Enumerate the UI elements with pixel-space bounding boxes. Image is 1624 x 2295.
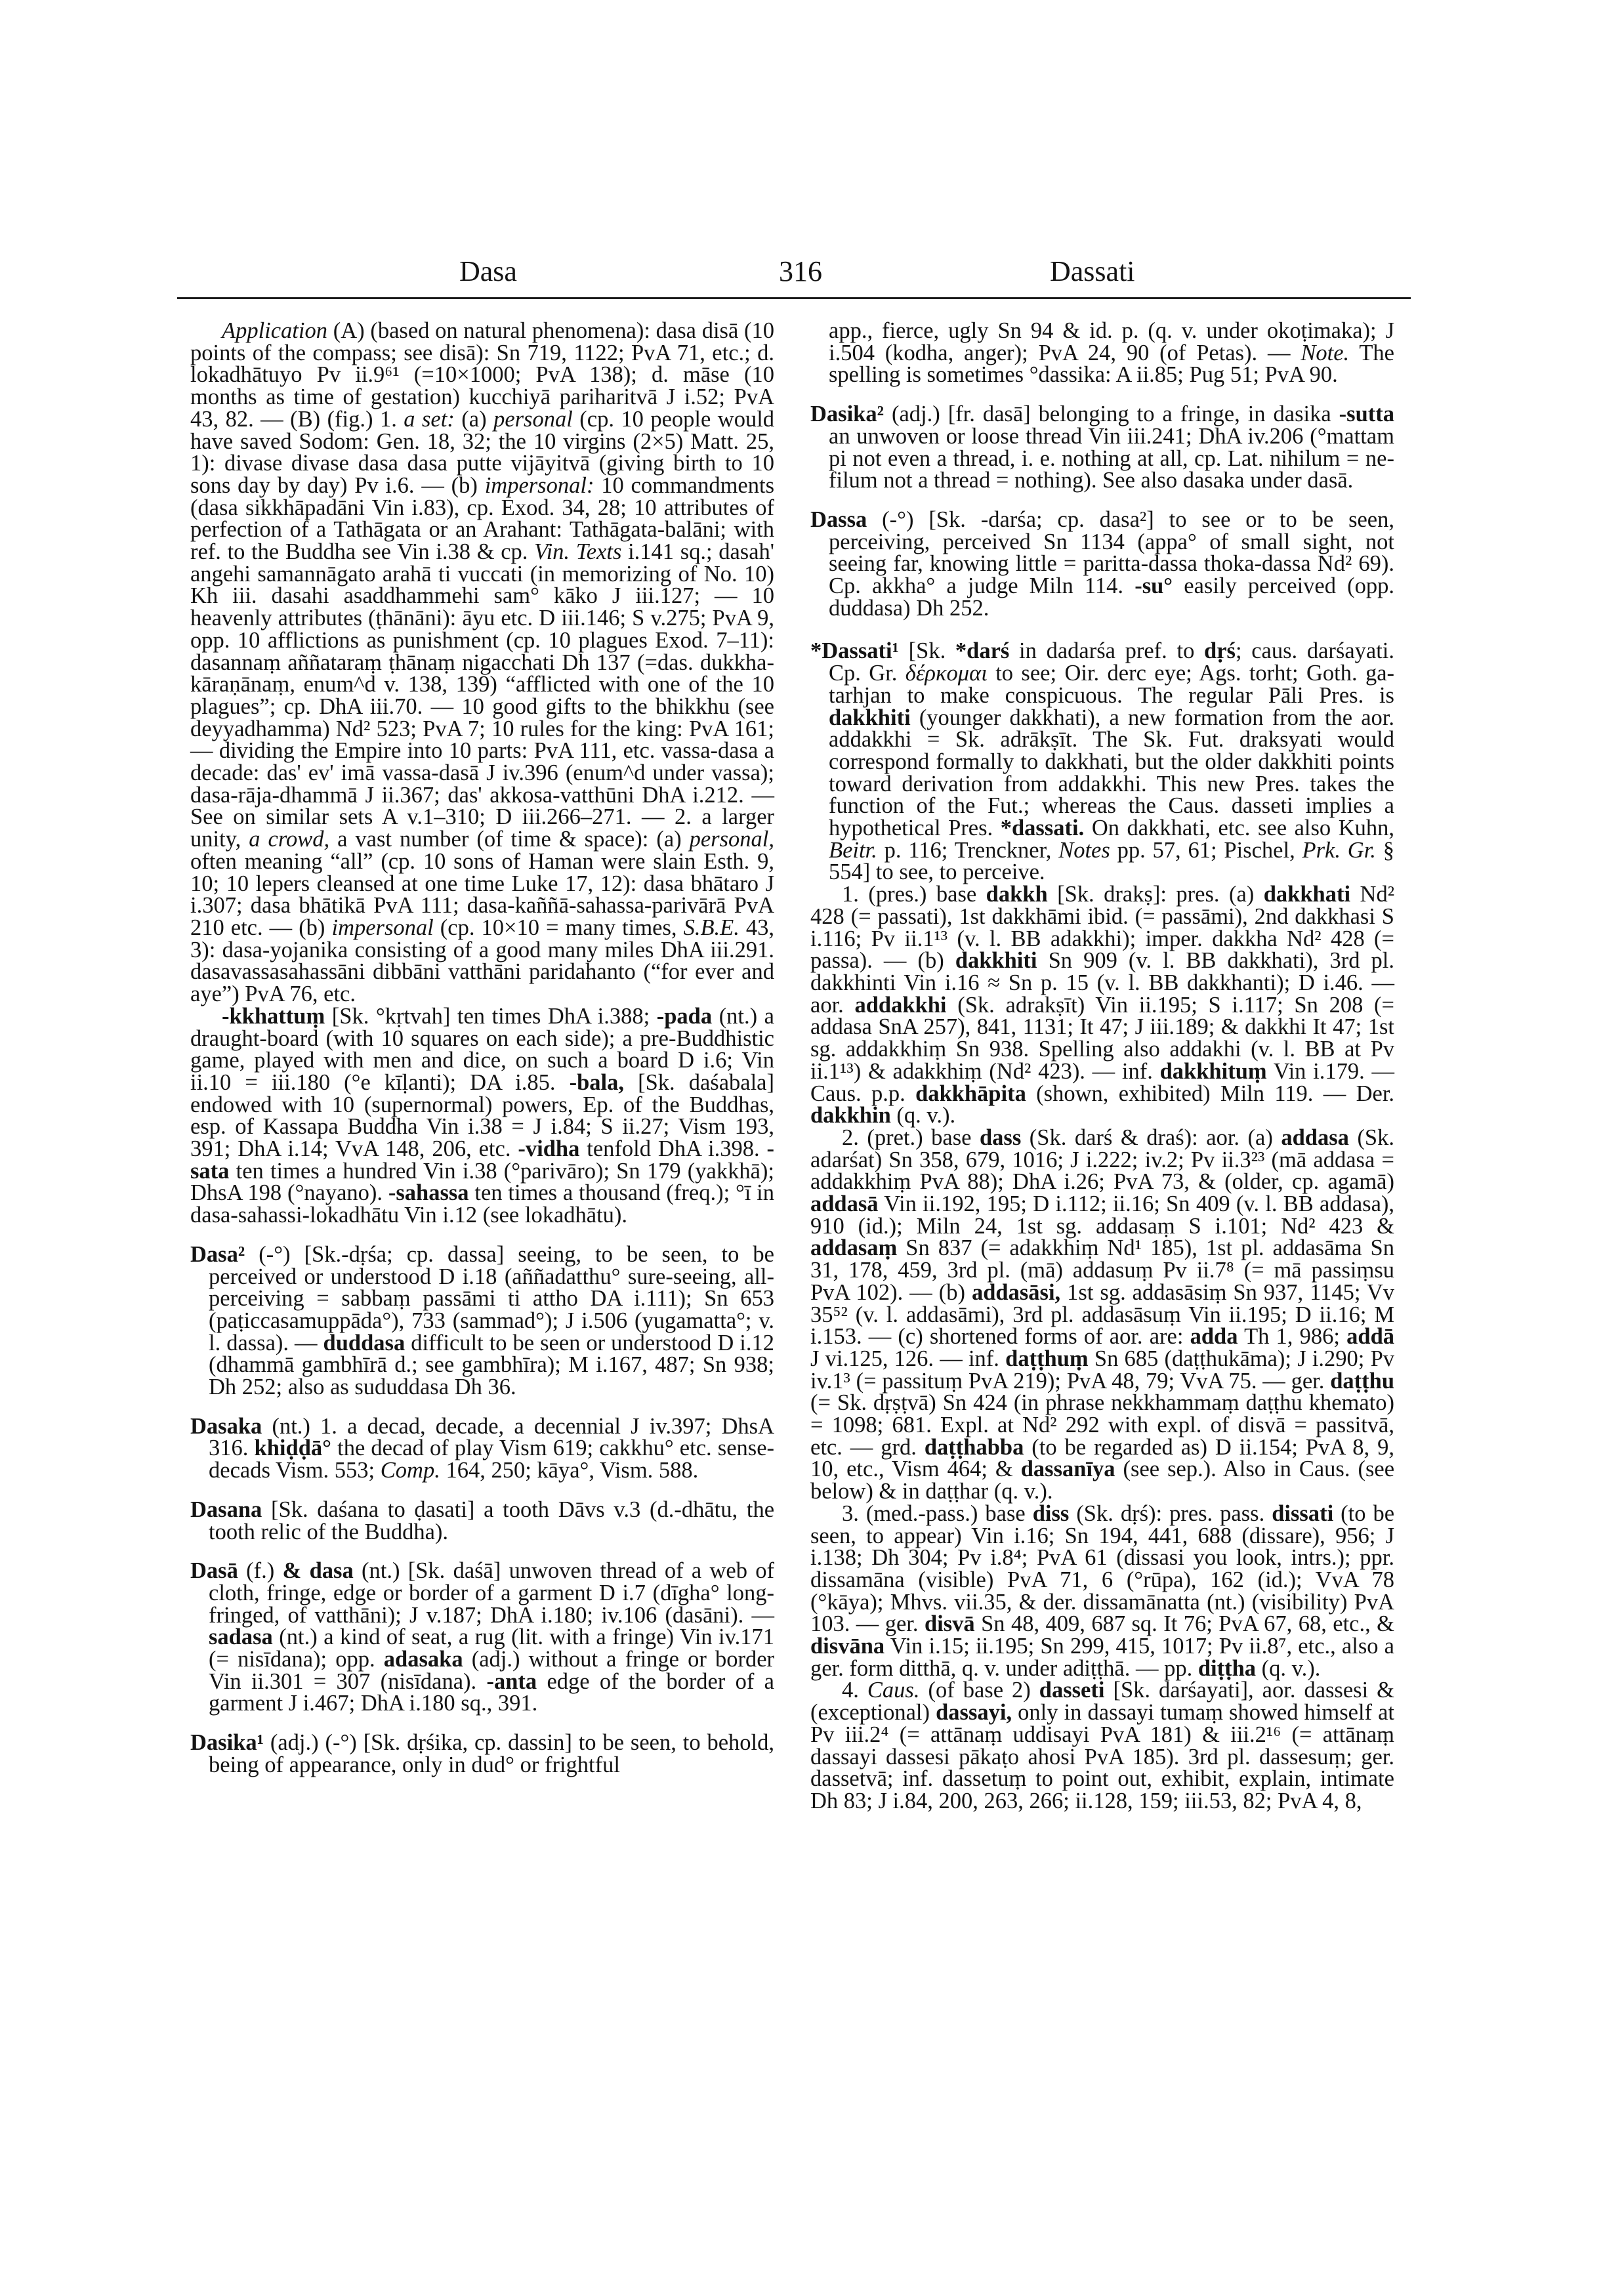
root-term: dakkhin bbox=[810, 1103, 891, 1128]
text: 4. bbox=[842, 1678, 859, 1703]
root-term: dṛś bbox=[1204, 638, 1236, 664]
root-term: dissati bbox=[1272, 1500, 1334, 1526]
text: [Sk. °kṛtvah] ten times DhA i.388; bbox=[331, 1003, 650, 1029]
text: (cp. 10×10 = many times, bbox=[440, 915, 677, 940]
text: The spelling is sometimes °dassika: A ii.85; Pug 51; PvA 90. bbox=[829, 340, 1394, 388]
entry-headword: *Dassati¹ bbox=[810, 638, 899, 664]
text: difficult to be seen or understood D i.12 (dhammā gambhīrā d.; see gambhīra); M i.167, 487; Sn 938; Dh 252; also as sududdasa Dh 36. bbox=[209, 1330, 775, 1400]
italic-term: Caus. bbox=[867, 1678, 920, 1703]
text: (A) (based on natural phenomena): dasa disā (10 points of the compass; see disā): Sn 719, 1122; PvA 71, etc.; d. lokadhātuyo Pv ii.9⁶¹ (=10×1000; PvA 138); d. māse (10 months as time of gestation) kucchiyā pariharitvā J i.52; PvA 43, 82. — (B) (fig.) 1. bbox=[190, 318, 774, 432]
root-term: dass bbox=[979, 1125, 1022, 1150]
italic-term: Beitr. bbox=[829, 837, 877, 863]
text: (-°) [Sk.-dṛśa; cp. dassa] seeing, to be seen, to be perceived or understood D i.18 (aññadatthu° sure-seeing, all-perceiving = sabbaṃ passāmi ti attho DA i.111); Sn 653 (paṭiccasamuppāda°), 733 (sammad°); J i.506 (yugamatta°; v. l. dassa). — bbox=[209, 1241, 774, 1355]
dassati-section-1 bbox=[810, 884, 1394, 1127]
root-term: daṭṭhabba bbox=[924, 1434, 1024, 1460]
text: (adj.) [fr. dasā] belonging to a fringe, in dasika bbox=[891, 402, 1331, 427]
compound-headword: -sata bbox=[190, 1136, 775, 1184]
root-term: dakkhiti bbox=[829, 705, 911, 730]
text: app., fierce, ugly Sn 94 & id. p. (q. v. under okoṭimaka); J i.504 (kodha, anger); PvA 24, 90 (of Petas). — bbox=[829, 318, 1394, 365]
text: (Sk. darś & draś): aor. (a) bbox=[1029, 1125, 1273, 1150]
root-term: addasā bbox=[810, 1191, 879, 1217]
italic-term: a set: bbox=[404, 406, 455, 432]
text: Nd² 428 (= passati), 1st dakkhāmi ibid. (= passāmi), 2nd dakkhasi S i.116; Pv ii.1¹³ (v. l. BB adakkhi); imper. dakkha Nd² 428 (= passa). — (b) bbox=[810, 882, 1395, 974]
text: easily perceived (opp. duddasa) Dh 252. bbox=[829, 573, 1395, 621]
text: (f.) bbox=[246, 1558, 275, 1584]
text: Sn 48, 409, 687 sq. It 76; PvA 67, 68, etc., & bbox=[981, 1611, 1394, 1637]
compound-headword: -sutta bbox=[1339, 402, 1394, 427]
text: (nt.) a kind of seat, a rug (lit. with a fringe) Vin iv.171 (= nisīdana); opp. bbox=[209, 1624, 775, 1672]
text: 10 commandments (dasa sikkhāpadāni Vin i.83), cp. Exod. 34, 28; 10 attributes of perfection of a Tathāgata or an Arahant: Tathāgata-balāni; with ref. to the Buddha see Vin i.38 & cp. bbox=[190, 472, 775, 565]
compound-headword: -sahassa bbox=[388, 1180, 469, 1206]
compound-headword: -anta bbox=[486, 1668, 537, 1694]
root-term: addasāsi, bbox=[971, 1279, 1061, 1305]
dassati-section-2 bbox=[810, 1127, 1394, 1503]
root-term: addasaṃ bbox=[810, 1235, 898, 1261]
root-term: addakkhi bbox=[854, 992, 947, 1018]
text: 1st sg. addasāsiṃ Sn 937, 1145; Vv 35⁵² (v. l. addasāmi), 3rd pl. addasāsuṃ Vin ii.195; D ii.16; M i.153. — (c) shortened forms of aor. are: bbox=[810, 1279, 1394, 1350]
text: & bbox=[282, 1558, 302, 1584]
entry-headword: Dassa bbox=[810, 507, 867, 532]
text: ten times a thousand (freq.); °ī in dasa-sahassi-lokadhātu Vin i.12 (see lokadhātu). bbox=[190, 1180, 775, 1228]
text: (cp. 10 people would have saved Sodom: Gen. 18, 32; the 10 virgins (2×5) Matt. 25, 1): divase divase dasa dasa putte vijāyitvā (giving birth to 10 sons day by day) Pv i.6. — (b) bbox=[190, 406, 775, 498]
root-term: dassanīya bbox=[1020, 1457, 1115, 1482]
text: (a) bbox=[461, 406, 487, 432]
root-term: dakkhāpita bbox=[915, 1081, 1026, 1106]
running-head-last-word: Dassati bbox=[1050, 255, 1135, 287]
text: p. 116; Trenckner, bbox=[884, 837, 1052, 863]
right-column bbox=[810, 320, 1394, 1813]
text: Sn 837 (= adakkhiṃ Nd¹ 185), 1st pl. addasāma Sn 31, 178, 459, 3rd pl. (mā) addasuṃ Pv ii.7⁸ (= mā passiṃsu PvA 102). — (b) bbox=[810, 1235, 1394, 1305]
text: (adj.) without a fringe or border Vin ii.301 = 307 (nisīdana). bbox=[209, 1647, 775, 1694]
italic-term: personal, bbox=[689, 827, 774, 852]
root-term: *dassati. bbox=[1000, 816, 1085, 841]
text: (nt.) a draught-board (with 10 squares on each side); a pre-Buddhistic game, played with men and dice, on such a board D i.6; Vin ii.10 = iii.180 (°e kīḷanti); DA i.85. bbox=[190, 1003, 774, 1095]
entry-dassa bbox=[810, 509, 1394, 620]
text: ten times a hundred Vin i.38 (°parivāro); Sn 179 (yakkhā); DhsA 198 (°nayano). bbox=[190, 1158, 774, 1206]
text: (= Sk. dṛṣṭvā) Sn 424 (in phrase nekkhammaṃ daṭṭhu khemato) = 1098; 681. Expl. at Nd² 292 with expl. of disvā = passitvā, etc. — grd. bbox=[810, 1390, 1394, 1460]
entry-dasika1-continued bbox=[810, 320, 1394, 386]
text: Sn 909 (v. l. BB dakkhati), 3rd pl. dakkhinti Vin i.16 ≈ Sn p. 15 (v. l. BB dakkhanti); D i.46. — aor. bbox=[810, 948, 1395, 1018]
text: to see; Oir. derc eye; Ags. torht; Goth. ga-tarhjan to make conspicuous. The regular Pāli Pres. is bbox=[829, 661, 1395, 708]
text: edge of the border of a garment J i.467; DhA i.180 sq., 391. bbox=[209, 1668, 774, 1716]
root-term: disvā bbox=[924, 1611, 975, 1637]
text: in dadarśa pref. to bbox=[1019, 638, 1195, 664]
entry-dasa-compounds bbox=[190, 1003, 775, 1228]
text: 2. (pret.) base bbox=[842, 1125, 972, 1150]
root-term: addā bbox=[1346, 1324, 1395, 1350]
italic-term: Prk. Gr. bbox=[1302, 837, 1376, 863]
entry-headword: Dasā bbox=[190, 1558, 238, 1584]
text: Th 1, 986; bbox=[1244, 1324, 1340, 1350]
compound-headword: duddasa bbox=[323, 1330, 406, 1355]
text: [Sk. drakṣ]: pres. (a) bbox=[1057, 882, 1255, 907]
text: Vin i.179. — Caus. p.p. bbox=[810, 1058, 1394, 1106]
text: 164, 250; kāya°, Vism. 588. bbox=[446, 1458, 699, 1483]
root-term: dakkhituṃ bbox=[1159, 1058, 1267, 1084]
text: (younger dakkhati), a new formation from the aor. addakkhi = Sk. adrākṣīt. The Sk. Fut. draksyati would correspond formally to dakkhati, but the older dakkhiti points toward derivation from addakkhi. This new Pres. takes the function of the Fut.; whereas the Caus. dasseti implies a hypothetical Pres. bbox=[829, 705, 1394, 841]
entry-dasika1 bbox=[190, 1732, 774, 1776]
italic-term: Vin. Texts bbox=[534, 539, 622, 565]
text: (nt.) 1. a decad, decade, a decennial J iv.397; DhsA 316. bbox=[209, 1413, 774, 1461]
text: Vin ii.192, 195; D i.112; ii.16; Sn 409 (v. l. BB addasa), 910 (id.); Miln 24, 1st sg. addasaṃ S i.101; Nd² 423 & bbox=[810, 1191, 1394, 1239]
greek-term: δέρκομαι bbox=[905, 661, 988, 686]
text: an unwoven or loose thread Vin iii.241; DhA iv.206 (°mattam pi not even a thread, i. e. nothing at all, cp. Lat. nihilum = ne-filum not a thread = nothing). See also dasaka under dasā. bbox=[829, 423, 1394, 493]
root-term: diss bbox=[1032, 1500, 1070, 1526]
italic-term: personal bbox=[493, 406, 573, 432]
italic-term: Note. bbox=[1301, 340, 1350, 365]
compound-headword: -pada bbox=[656, 1003, 713, 1029]
entry-dasaka bbox=[190, 1413, 775, 1483]
text: (q. v.). bbox=[896, 1103, 956, 1128]
text: On dakkhati, etc. see also Kuhn, bbox=[1091, 816, 1395, 841]
root-term: *darś bbox=[955, 638, 1010, 664]
page-number: 316 bbox=[779, 255, 822, 287]
section-label: Application bbox=[222, 318, 327, 343]
italic-term: impersonal bbox=[331, 915, 434, 940]
text: (Sk. dṛś): pres. pass. bbox=[1076, 1500, 1265, 1526]
italic-term: a crowd, bbox=[249, 827, 330, 852]
text: [Sk. daśana to ḍasati] a tooth Dāvs v.3 (d.-dhātu, the tooth relic of the Buddha). bbox=[209, 1497, 775, 1544]
compound-headword: khiḍḍā° bbox=[254, 1436, 331, 1461]
entry-headword: Dasika² bbox=[810, 402, 884, 427]
text: [Sk. bbox=[908, 638, 946, 664]
text: a vast number (of time & space): (a) bbox=[337, 827, 682, 852]
italic-term: S.B.E. bbox=[683, 915, 739, 940]
text: pp. 57, 61; Pischel, bbox=[1117, 837, 1295, 863]
text: (q. v.). bbox=[1261, 1655, 1321, 1681]
text: i.141 sq.; dasah' angehi samannāgato arahā ti vuccati (in memorizing of No. 10) Kh iii. dasahi asaddhammehi sam° kāko J iii.127; — 10 heavenly attributes (ṭhānāni): āyu etc. D iii.146; S v.275; PvA 9, opp. 10 afflictions as punishment (cp. 10 plagues Exod. 7–11): dasannaṃ aññataraṃ ṭhānaṃ nigacchati Dh 137 (=das. dukkha-kāraṇānaṃ, enum^d v. 138, 139) “afflicted with one of the 10 plagues”; cp. DhA iii.70. — 10 good gifts to the bhikkhu (see deyyadhamma) Nd² 523; PvA 7; 10 rules for the king: PvA 161; — dividing the Empire into 10 parts: PvA 111, etc. vassa-dasa a decade: das' ev' imā vassa-dasā J iv.396 (enum^d under vassa); dasa-rāja-dhammā J ii.367; das' akkosa-vatthūni DhA i.212. — See on similar sets A v.1–310; D iii.266–271. — 2. a larger unity, bbox=[190, 539, 775, 852]
entry-dasika2 bbox=[810, 403, 1394, 492]
compound-headword: -vidha bbox=[518, 1136, 580, 1162]
text: [Sk. darśayati], aor. dassesi & (exceptional) bbox=[810, 1678, 1395, 1726]
italic-term: Comp. bbox=[380, 1458, 440, 1483]
compound-headword: -bala, bbox=[569, 1069, 624, 1095]
entry-headword: Dasaka bbox=[190, 1413, 262, 1439]
root-term: dasseti bbox=[1039, 1678, 1105, 1703]
text: [Sk. daśabala] endowed with 10 (supernormal) powers, Ep. of the Buddhas, esp. of Kassapa Buddha Vin i.38 = J i.84; S ii.27; Vism 193, 391; DhA i.14; VvA 148, 206, etc. bbox=[190, 1069, 774, 1162]
text: (Sk. adrakṣīt) Vin ii.195; S i.117; Sn 208 (= addasa SnA 257), 841, 1131; It 47; J iii.189; & dakkhi It 47; 1st sg. addakkhiṃ Sn 938. Spelling also addakhi (v. l. BB at Pv ii.1¹³) & adakkhiṃ (Nd² 423). — inf. bbox=[810, 992, 1394, 1084]
root-term: dakkhati bbox=[1263, 882, 1351, 907]
text: (nt.) [Sk. daśā] unwoven thread of a web of cloth, fringe, edge or border of a garment D i.7 (dīgha° long-fringed, of vatthāni); J v.187; DhA i.180; iv.106 (dasāni). — bbox=[209, 1558, 775, 1628]
entry-headword: dasa bbox=[309, 1558, 354, 1584]
entry-dasa-fringe bbox=[190, 1560, 774, 1715]
entry-dassati bbox=[810, 640, 1394, 884]
compound-headword: -kkhattuṃ bbox=[222, 1003, 325, 1029]
root-term: disvāna bbox=[810, 1634, 885, 1659]
compound-headword: -su° bbox=[1135, 573, 1173, 599]
text: J vi.125, 126. — inf. bbox=[810, 1346, 999, 1371]
running-head-first-word: Dasa bbox=[459, 255, 517, 287]
entry-headword: Dasana bbox=[190, 1497, 262, 1522]
entry-headword: Dasa² bbox=[190, 1241, 245, 1267]
text: ; caus. darśayati. Cp. Gr. bbox=[829, 638, 1395, 686]
entry-dasana bbox=[190, 1499, 774, 1543]
text: (adj.) (-°) [Sk. dṛśika, cp. dassin] to be seen, to behold, being of appearance, only in dud° or frightful bbox=[209, 1730, 774, 1777]
italic-term: impersonal: bbox=[484, 472, 594, 498]
dassati-section-4 bbox=[810, 1680, 1394, 1812]
text: (Sk. adarśat) Sn 358, 679, 1016; J i.222; iv.2; Pv ii.3²³ (mā addasa = addakkhiṃ PvA 88); DhA i.26; PvA 73, & (older, cp. agamā) bbox=[810, 1125, 1394, 1195]
text: Vin i.15; ii.195; Sn 299, 415, 1017; Pv ii.8⁷, etc., also a ger. form ditthā, q. v. under adiṭṭhā. — pp. bbox=[810, 1634, 1394, 1681]
entry-headword: Dasika¹ bbox=[190, 1730, 264, 1756]
root-term: daṭṭhuṃ bbox=[1005, 1346, 1089, 1371]
text: tenfold DhA i.398. bbox=[587, 1136, 760, 1162]
text: (-°) [Sk. -darśa; cp. dasa²] to see or to be seen, perceiving, perceived Sn 1134 (appa° of small sight, not seeing far, knowing little = paritta-dassa thoka-dassa Nd² 69). Cp. akkha° a judge Miln 114. bbox=[829, 507, 1394, 599]
compound-headword: sadasa bbox=[209, 1624, 273, 1650]
text: 43, 3): dasa-yojanika consisting of a good many miles DhA iii.291. dasavassasahassāni dibbāni vatthāni paridahanto (“for ever and aye”) PvA 76, etc. bbox=[190, 915, 775, 1007]
root-term: diṭṭha bbox=[1197, 1655, 1257, 1681]
text: § 554] to see, to perceive. bbox=[829, 837, 1395, 885]
text: (see sep.). Also in Caus. (see below) & in daṭṭhar (q. v.). bbox=[810, 1457, 1395, 1504]
dassati-section-3 bbox=[810, 1500, 1395, 1681]
root-term: addasa bbox=[1281, 1125, 1349, 1150]
root-term: daṭṭhu bbox=[1330, 1368, 1395, 1394]
text: often meaning “all” (cp. 10 sons of Haman were slain Esth. 9, 10; 10 lepers cleansed at one time Luke 17, 12): dasa bhātaro J i.307; dasa bhātikā PvA 111; dasa-kaññā-sahassa-parivārā PvA 210 etc. — (b) bbox=[190, 848, 774, 940]
text: (to be regarded as) D ii.154; PvA 8, 9, 10, etc., Vism 464; & bbox=[810, 1434, 1395, 1482]
text: Sn 685 (daṭṭhukāma); J i.290; Pv iv.1³ (= passituṃ PvA 219); PvA 48, 79; VvA 75. — ger. bbox=[810, 1346, 1395, 1394]
root-term: dassayi, bbox=[936, 1700, 1012, 1726]
text: (of base 2) bbox=[928, 1678, 1031, 1703]
root-term: dakkh bbox=[986, 882, 1048, 907]
text: 1. (pres.) base bbox=[842, 882, 977, 907]
compound-headword: adasaka bbox=[383, 1647, 463, 1672]
root-term: dakkhiti bbox=[955, 948, 1037, 974]
italic-term: Notes bbox=[1058, 837, 1110, 863]
entry-dasa2 bbox=[190, 1241, 775, 1400]
text: (shown, exhibited) Miln 119. — Der. bbox=[1036, 1081, 1395, 1106]
entry-dasa-application bbox=[190, 320, 774, 1006]
text: the decad of play Vism 619; cakkhu° etc. sense-decads Vism. 553; bbox=[209, 1436, 775, 1483]
header-rule bbox=[177, 297, 1411, 299]
text: 3. (med.-pass.) base bbox=[842, 1500, 1026, 1526]
text: (to be seen, to appear) Vin i.16; Sn 194, 441, 688 (dissare), 956; J i.138; Dh 304; Pv i.8⁴; PvA 61 (dissasi you look, intrs.); ppr. dissamāna (visible) PvA 71, 6 (°rūpa), 162 (id.); VvA 78 (°kāya); Mhvs. vii.35, & der. dissamānatta (nt.) (visibility) PvA 103. — ger. bbox=[810, 1500, 1395, 1637]
left-column bbox=[190, 320, 774, 1777]
text: only in dassayi tumaṃ showed himself at Pv iii.2⁴ (= attānaṃ uddisayi PvA 181) & iii.2¹⁶ (= attānaṃ dassayi dassesi pākaṭo ahosi PvA 185). 3rd pl. dassesuṃ; ger. dassetvā; inf. dassetuṃ to point out, exhibit, explain, intimate Dh 83; J i.84, 200, 263, 266; ii.128, 159; iii.53, 82; PvA 4, 8, bbox=[810, 1700, 1395, 1813]
root-term: adda bbox=[1190, 1324, 1238, 1350]
